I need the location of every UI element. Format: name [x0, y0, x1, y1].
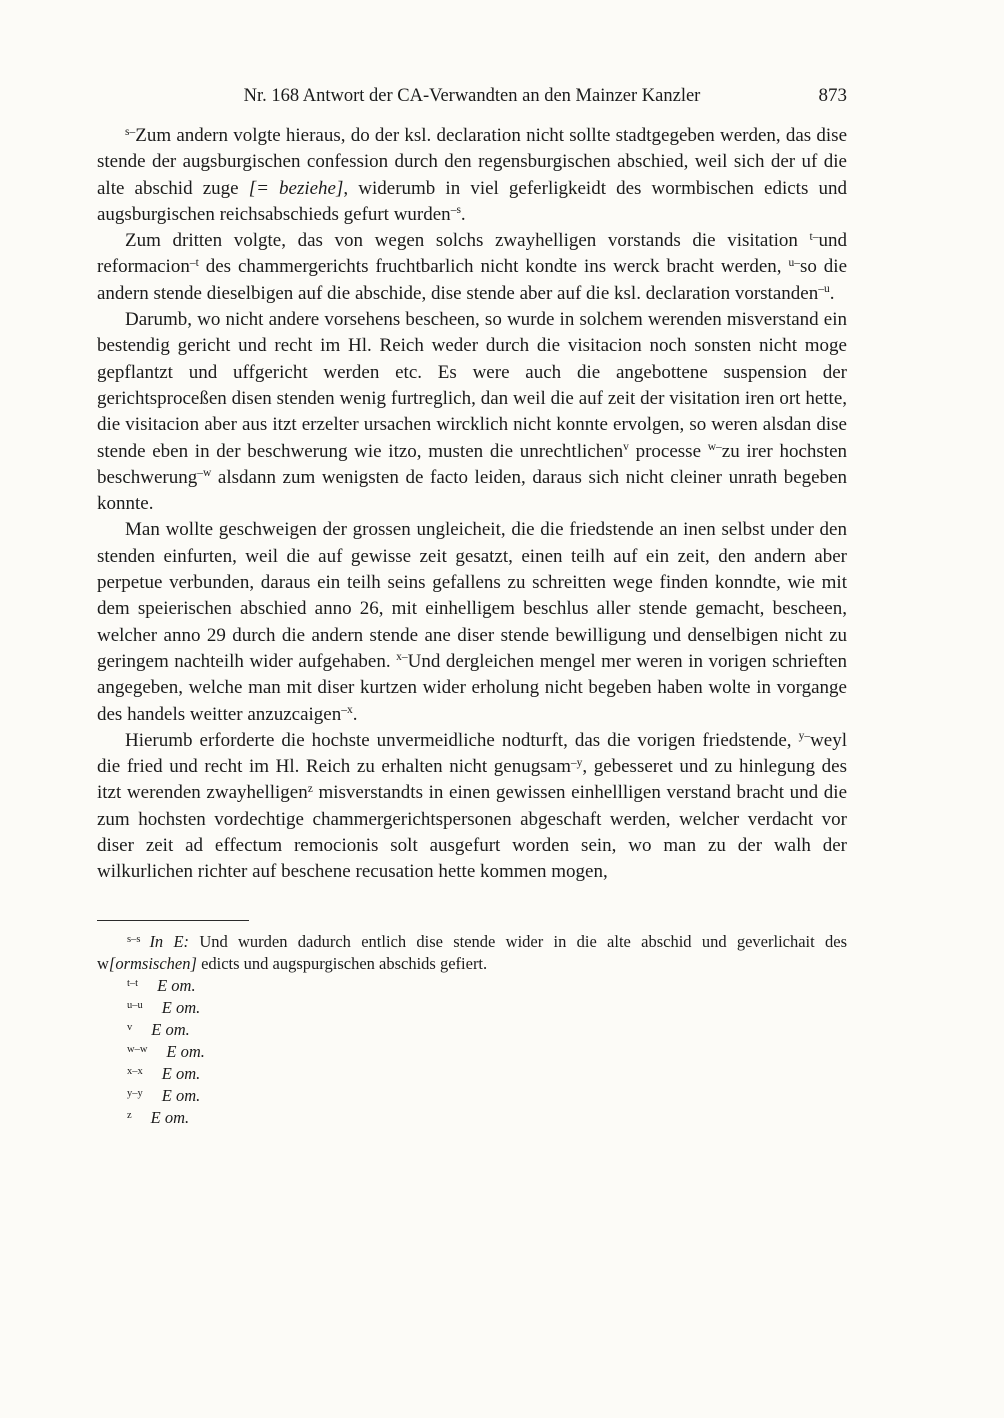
text-run: . [352, 703, 358, 725]
footnote-siglum: u–u [127, 999, 143, 1011]
text-run: Und dergleichen mengel mer weren in vorigen schrieften angegeben, welche man mit diser kurtzen wider erholung nicht begeben haben wolte in vorgange des handels weitter anzuzcaigen [97, 650, 847, 725]
page-number: 873 [818, 85, 847, 106]
footnote-siglum: y–y [127, 1087, 143, 1099]
editorial-siglum: s– [125, 125, 136, 138]
footnote-rule [97, 920, 249, 921]
footnotes-section [97, 920, 847, 1129]
editorial-siglum: w– [707, 441, 722, 454]
footnote-text-italic: E om. [161, 1085, 201, 1105]
footnote-y [97, 1085, 847, 1107]
text-run: alsdann zum wenigsten de facto leiden, daraus sich nicht cleiner unrath begeben konnte. [97, 466, 847, 515]
footnote-z [97, 1107, 847, 1129]
paragraph-5 [97, 728, 847, 886]
editorial-siglum: –x [341, 704, 353, 717]
paragraph-2 [97, 228, 847, 307]
footnote-text-italic: E om. [150, 1107, 190, 1127]
editorial-siglum: v [623, 441, 629, 454]
text-run: Darumb, wo nicht andere vorsehens bescheen, so wurde in solchem werenden misverstand ein bestendig gericht und recht im Hl. Reich weder durch die visitacion noch sonsten nicht moge gepflantzt und uffgericht werden etc. Es were auch die angebottene suspension der gerichtsproceßen disen stenden wenig furtreglich, dan weil die auf zeit der visitation iren ort hette, die visitacion aber aus itzt erzelter ursachen wircklich nicht konnte ervolgen, so weren alsdan dise stende eben in der beschwerung wie itzo, musten die unrechtlichen [97, 309, 847, 462]
footnote-v [97, 1019, 847, 1041]
text-run: des chammergerichts fruchtbarlich nicht kondte ins werck bracht werden, [198, 256, 789, 278]
footnote-siglum: t–t [127, 977, 139, 989]
text-run: misverstandts in einen gewissen einhellligen verstand bracht und die zum hochsten vordechtige chammergerichtspersonen abgeschaft werden, welcher verdacht vor diser zeit ad effectum remocionis solt ausgefurt worden sein, wo man zu der walh der wilkurlichen richter auf beschene recusation hette kommen mogen, [97, 782, 847, 883]
footnote-siglum: v [127, 1021, 133, 1033]
body-text [97, 123, 847, 886]
text-run: processe [628, 440, 708, 462]
footnote-text: edicts und augspurgischen abschids gefiert. [196, 953, 488, 973]
text-run: so die andern stende dieselbigen auf die abschide, dise stende aber auf die ksl. declaration vorstanden [97, 256, 848, 304]
footnote-w [97, 1041, 847, 1063]
footnote-text-italic: E om. [161, 997, 201, 1017]
footnote-text-italic: E om. [161, 1063, 201, 1083]
footnote-text-italic: E om. [151, 1019, 190, 1039]
editorial-siglum: –u [818, 283, 830, 296]
text-run: . [829, 282, 835, 304]
paragraph-1 [97, 123, 847, 228]
editorial-siglum: –y [570, 756, 583, 769]
text-run: Hierumb erforderte die hochste unvermeidliche nodturft, das die vorigen friedstende, [125, 729, 799, 751]
text-run: . [460, 203, 466, 225]
text-run: Man wollte geschweigen der grossen ungleicheit, die die friedstende an inen selbst under den stenden einfurten, weil die auf gewisse zeit gesatzt, einen teilh auf ein zeit, den andern aber perpetue verbunden, daraus ein teilh seins gefallens zu schreitten wege finden konndte, wie mit dem speierischen abschied anno 26, mit einhelligem beschlus aller stende gemacht, bescheen, welcher anno 29 durch die andern stende ane diser stende bewilligung und denselbigen nicht zu geringem nachteilh wider aufgehaben. [97, 519, 847, 672]
editorial-siglum: –t [189, 256, 199, 269]
footnote-text-italic: E om. [166, 1041, 205, 1061]
footnote-siglum: s–s [127, 933, 141, 945]
footnote-x [97, 1063, 847, 1085]
editorial-siglum: –w [197, 467, 212, 480]
footnote-siglum: z [127, 1109, 132, 1121]
text-run: , gebesseret und zu hinlegung des itzt werenden zwayhelligen [97, 756, 847, 804]
editorial-siglum: x– [396, 651, 408, 664]
editorial-siglum: u– [788, 256, 800, 269]
footnote-t [97, 975, 847, 997]
text-run-italic: [= beziehe] [248, 177, 344, 199]
text-run: zu irer hochsten beschwerung [97, 440, 847, 488]
editorial-siglum: y– [798, 730, 811, 743]
text-run: Zum andern volgte hieraus, do der ksl. declaration nicht sollte stadtgegeben werden, das dise stende der augsburgischen confession durch den regensburgischen abschied, weil sich der uf die alte abschid zuge [97, 125, 847, 199]
footnote-siglum: w–w [127, 1043, 148, 1055]
text-run: , widerumb in viel geferligkeidt des wormbischen edicts und augsburgischen reichsabschieds gefurt wurden [97, 177, 847, 225]
editorial-siglum: –s [450, 204, 461, 217]
footnote-text-italic: E om. [157, 975, 196, 995]
text-run: weyl die fried und recht im Hl. Reich zu erhalten nicht genugsam [97, 729, 847, 778]
editorial-siglum: z [307, 782, 313, 795]
paragraph-3 [97, 307, 847, 517]
editorial-siglum: t– [809, 230, 819, 243]
footnote-text-italic: [ormsischen] [108, 953, 197, 973]
text-run: Zum dritten volgte, das von wegen solchs zwayhelligen vorstands die visitation [125, 230, 810, 252]
paragraph-4 [97, 517, 847, 727]
footnote-text-italic: In E: [149, 931, 190, 951]
footnote-text: Und wurden dadurch entlich dise stende wider in die alte abschid und geverlichait des w [97, 931, 847, 973]
running-title: Nr. 168 Antwort der CA-Verwandten an den Mainzer Kanzler [243, 86, 701, 106]
footnote-u [97, 997, 847, 1019]
page-header [97, 84, 847, 108]
footnote-s [97, 931, 847, 975]
footnote-siglum: x–x [127, 1065, 143, 1077]
text-run: und reformacion [97, 230, 847, 278]
